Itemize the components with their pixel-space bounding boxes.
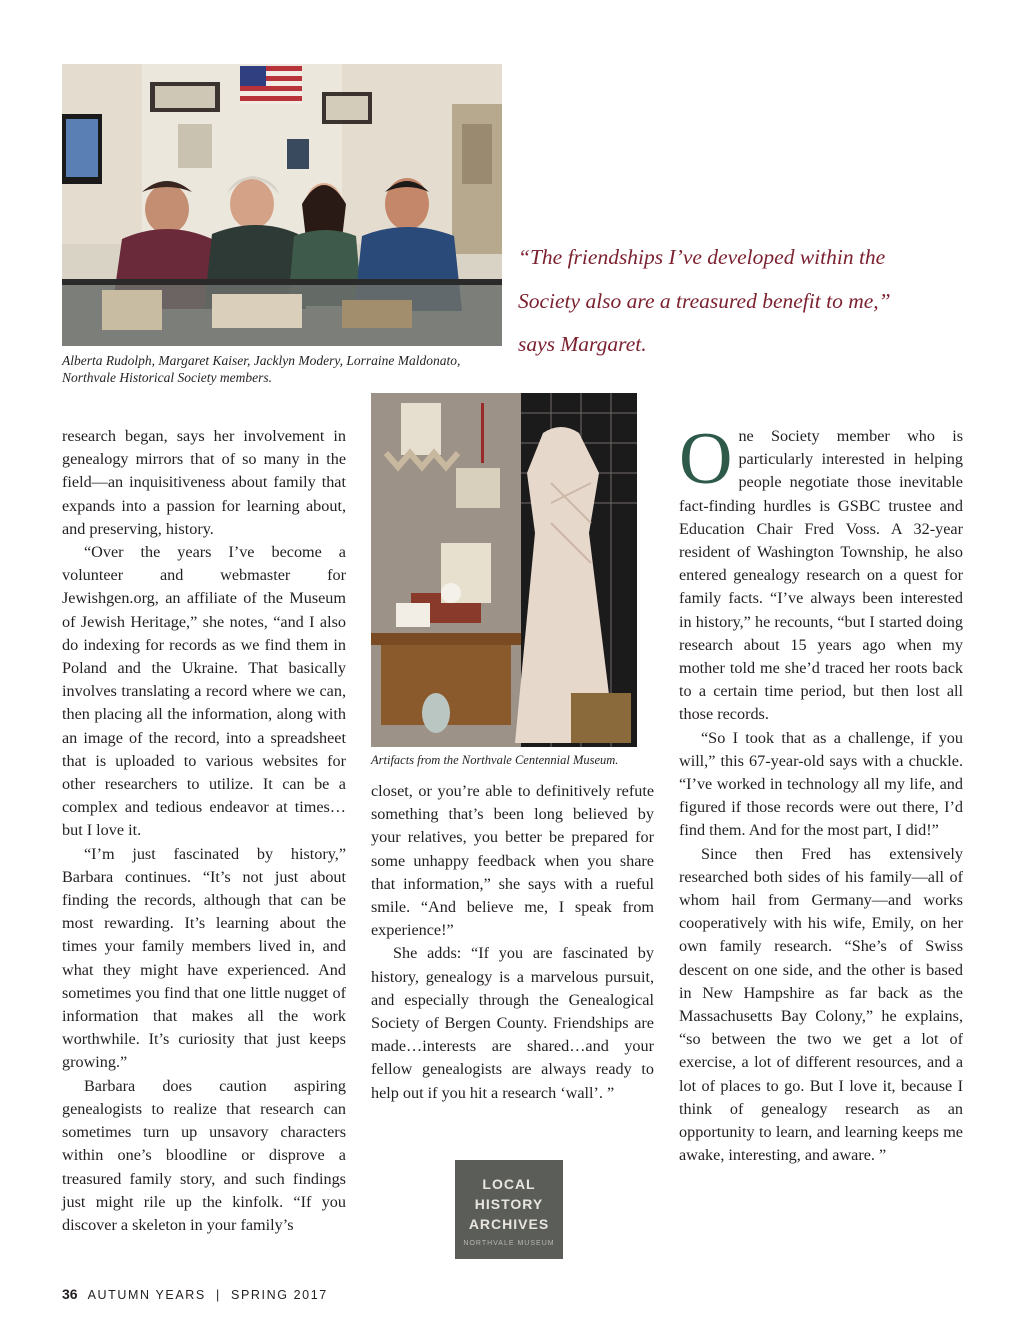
badge-line-2: HISTORY — [474, 1196, 544, 1212]
column1-paragraph-3: “I’m just fascinated by history,” Barbara continues. “It’s not just about finding the records, although that can be most rewarding. It’s learning about the times your family members lived in, and what they might have experienced. And sometimes you find that one little nugget of information that makes all the work worthwhile. It’s curiosity that just keeps growing.” — [62, 844, 346, 1072]
artifacts-photo — [371, 393, 637, 747]
group-photo-illustration — [62, 64, 502, 346]
group-photo-caption-line2: Northvale Historical Society members. — [62, 370, 272, 385]
group-photo-caption-line1: Alberta Rudolph, Margaret Kaiser, Jacklyn Modery, Lorraine Maldonato, — [62, 353, 461, 368]
article-column-2 — [371, 780, 654, 1105]
column3-paragraph-3: Since then Fred has extensively researched both sides of his family—all of whom hail from Germany—and works cooperatively with his wife, Emily, on her own family research. “She’s of Swiss descent on one side, and the other is based in New Hampshire as far back as the Massachusetts Bay Colony,” he explains, “so between the two we get a lot of exercise, a lot of different resources, and a lot of places to go. But I love it, because I think of genealogy research as an opportunity to learn, and learning keeps me awake, interesting, and aware. ” — [679, 844, 963, 1165]
drop-cap: O — [679, 418, 733, 500]
group-photo-caption — [62, 352, 512, 386]
badge-line-3: ARCHIVES — [468, 1216, 550, 1232]
column3-paragraph-2: “So I took that as a challenge, if you will,” this 67-year-old says with a chuckle. “I’ve worked in technology all my life, and figured if those records were out there, I’d find them. And for the most part, I did!” — [679, 728, 963, 840]
article-column-1 — [62, 425, 346, 1237]
column3-paragraph-1 — [679, 418, 963, 727]
local-history-archives-badge — [455, 1160, 563, 1259]
badge-subtitle: NORTHVALE MUSEUM — [463, 1240, 555, 1247]
badge-line-1: LOCAL — [482, 1176, 536, 1192]
page-number: 36 — [62, 1286, 78, 1302]
publication-name: AUTUMN YEARS | SPRING 2017 — [87, 1288, 328, 1302]
page-footer — [62, 1286, 328, 1302]
pull-quote: “The friendships I’ve developed within the Society also are a treasured benefit to me,” says Margaret. — [518, 245, 891, 356]
column1-paragraph-1: research began, says her involvement in genealogy mirrors that of so many in the field—an inquisitiveness about family that expands into a passion for learning about, and preserving, history. — [62, 427, 346, 538]
group-photo — [62, 64, 502, 346]
column1-paragraph-2: “Over the years I’ve become a volunteer and webmaster for Jewishgen.org, an affiliate of the Museum of Jewish Heritage,” she notes, “and I also do indexing for records as we find them in Poland and the Ukraine. That basically involves translating a record where we can, then placing all the information, along with an image of the record, into a spreadsheet that is uploaded to various websites for other researchers to utilize. It can be a complex and tedious endeavor at times…but I love it. — [62, 543, 346, 840]
column3-first-paragraph-text: ne Society member who is particularly interested in helping people negotiate those inevitable fact-finding hurdles is GSBC trustee and Education Chair Fred Voss. A 32-year resident of Washington Township, he also entered genealogy research on a quest for family facts. “I’ve always been interested in history,” he recounts, “but I started doing research about 15 years ago when my mother told me she’d traced her roots back to a certain time period, but then lost all those records. — [679, 427, 963, 724]
column2-paragraph-2: She adds: “If you are fascinated by history, genealogy is a marvelous pursuit, and especially through the Genealogical Society of Bergen County. Friendships are made…interests are shared…and your fellow genealogists are always ready to help out if you hit a research ‘wall’. ” — [371, 944, 654, 1102]
column1-paragraph-4: Barbara does caution aspiring genealogists to realize that research can sometimes turn up unsavory characters within one’s bloodline or disprove a treasured family story, and such findings just might rile up the kinfolk. “If you discover a skeleton in your family’s — [62, 1076, 346, 1234]
column2-paragraph-1: closet, or you’re able to definitively refute something that’s been long believed by your relatives, you better be prepared for some unhappy feedback when you share that information,” she says with a rueful smile. “And believe me, I speak from experience!” — [371, 782, 654, 940]
artifacts-photo-caption: Artifacts from the Northvale Centennial Museum. — [371, 753, 619, 767]
article-column-3 — [679, 418, 963, 1168]
artifacts-photo-illustration — [371, 393, 637, 747]
